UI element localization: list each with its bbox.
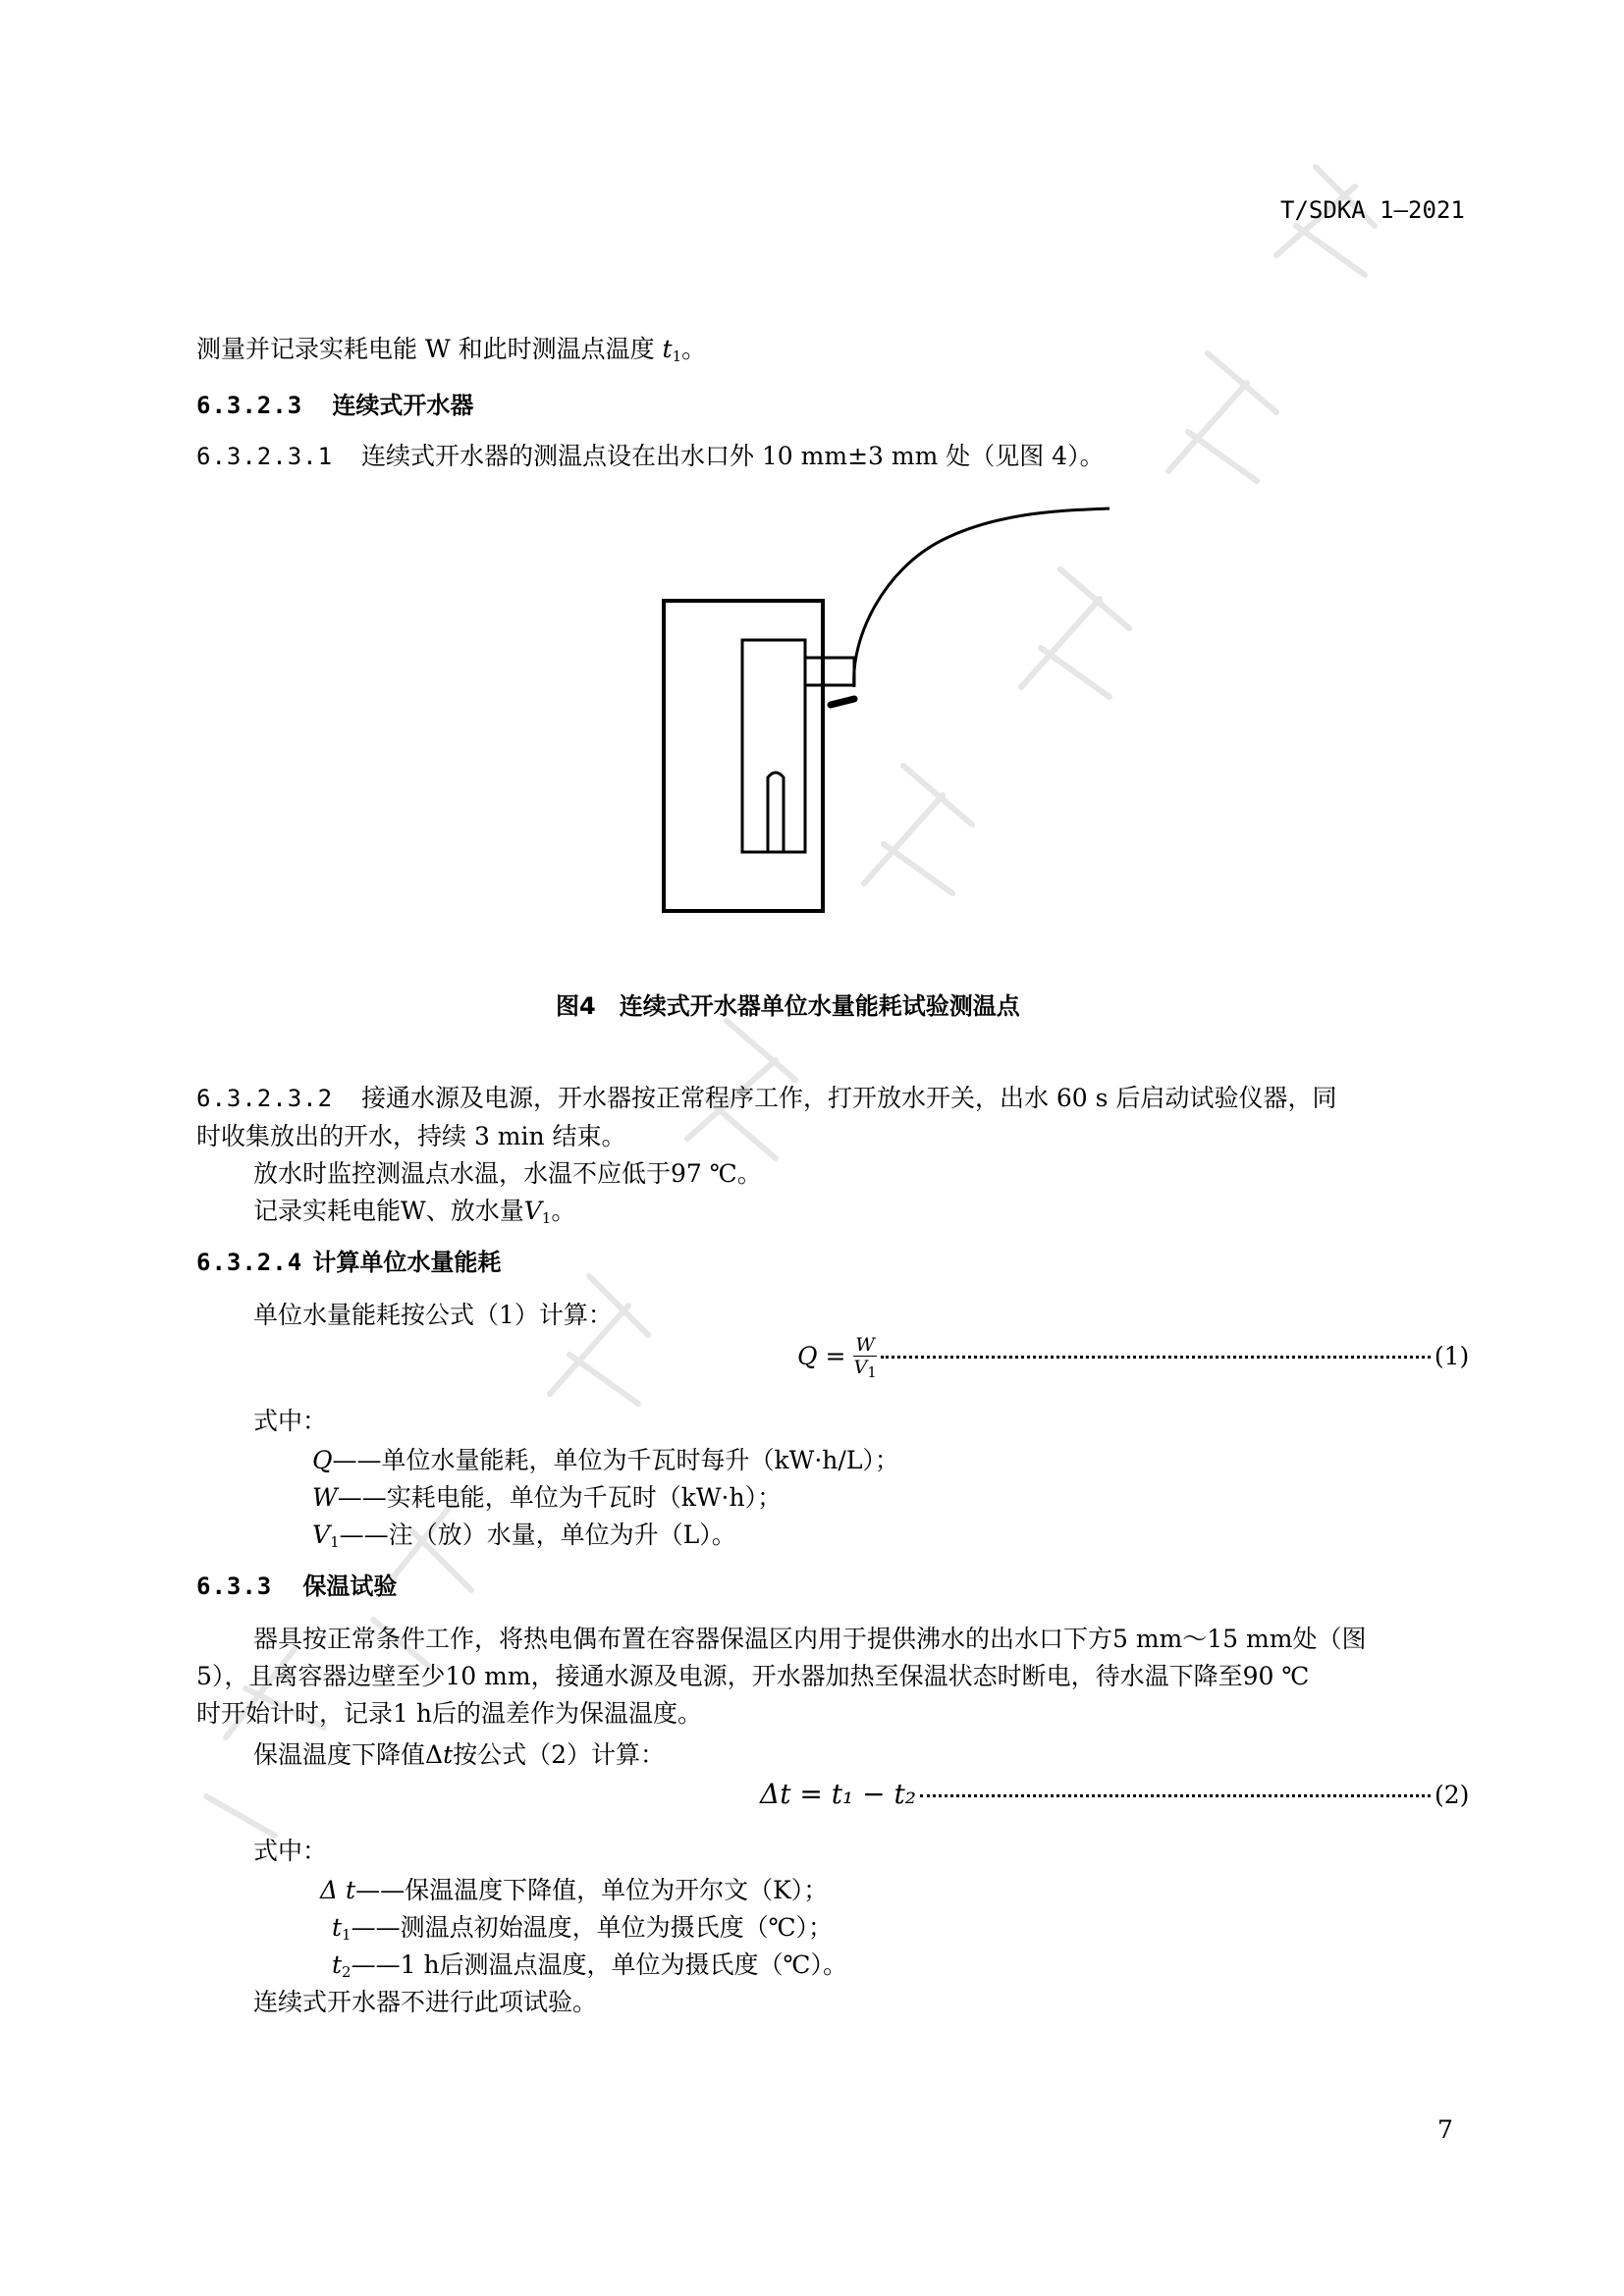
formula-1-leader (881, 1356, 1431, 1359)
record-line (196, 334, 706, 372)
no-test-note: 连续式开水器不进行此项试验。 (253, 1988, 598, 2016)
definition-q-text: ——单位水量能耗，单位为千瓦时每升（kW·h/L）； (332, 1446, 899, 1474)
section-number: 6.3.2.4 (196, 1249, 303, 1276)
clause-text: 接通水源及电源，开水器按正常程序工作，打开放水开关，出水 60 s 后启动试验仪器，同 (360, 1084, 1337, 1112)
clause-63232-line1 (196, 1083, 1336, 1114)
record-consumption-text (253, 1196, 575, 1234)
definition-v-var: V (312, 1521, 331, 1549)
page-number: 7 (1437, 2115, 1453, 2144)
drop-intro-b: 按公式（2）计算： (453, 1740, 666, 1769)
insulation-para-line2: 5），且离容器边壁至少10 mm，接通水源及电源，开水器加热至保温状态时断电，待水温下降至90 ℃ (196, 1662, 1310, 1690)
insulation-para-line1: 器具按正常条件工作，将热电偶布置在容器保温区内用于提供沸水的出水口下方5 mm～15 mm处（图 (253, 1625, 1367, 1653)
section-number: 6.3.2.3 (196, 392, 303, 419)
definition-v-sub: 1 (330, 1533, 340, 1551)
formula-1 (797, 1331, 1469, 1383)
definition-t2-sub: 2 (342, 1963, 352, 1981)
definition-t1 (332, 1912, 833, 1950)
section-633-heading (196, 1571, 397, 1602)
record-consumption-a: 记录实耗电能W、放水量 (253, 1197, 524, 1225)
document-code: T/SDKA 1—2021 (1280, 196, 1465, 224)
definition-dt (320, 1875, 828, 1906)
record-variable: t (662, 335, 673, 363)
clause-text: 连续式开水器的测温点设在出水口外 10 mm±3 mm 处（见图 4）。 (360, 442, 1105, 470)
formula-1-denominator: V (853, 1356, 868, 1378)
record-text: 测量并记录实耗电能 W 和此时测温点温度 (196, 335, 655, 363)
formula-1-lhs: Q = (797, 1342, 846, 1370)
monitor-text: 放水时监控测温点水温，水温不应低于97 ℃。 (253, 1159, 762, 1188)
definition-w (312, 1482, 782, 1514)
drop-intro (253, 1739, 665, 1771)
formula-2-expression: Δt = t₁ − t₂ (760, 1778, 916, 1810)
where-label-1: 式中： (253, 1407, 328, 1435)
drop-intro-a: 保温温度下降值Δ (253, 1740, 444, 1769)
insulation-para-line3: 时开始计时，记录1 h后的温差作为保温温度。 (196, 1699, 702, 1728)
definition-w-var: W (312, 1483, 338, 1512)
formula-1-den-sub: 1 (867, 1362, 877, 1381)
clause-number: 6.3.2.3.1 (196, 443, 334, 470)
record-subscript: 1 (672, 347, 682, 365)
drop-intro-var: t (443, 1740, 454, 1769)
definition-q (312, 1445, 899, 1476)
definition-t2-var: t (332, 1950, 343, 1979)
formula-1-numerator: W (855, 1333, 875, 1356)
definition-w-text: ——实耗电能，单位为千瓦时（kW·h）； (337, 1483, 783, 1512)
definition-q-var: Q (312, 1446, 333, 1474)
figure-caption: 图4 连续式开水器单位水量能耗试验测温点 (556, 992, 1020, 1020)
definition-dt-var: Δ t (320, 1876, 356, 1904)
clause-63231 (196, 441, 1105, 472)
figure-water-boiler-diagram (658, 491, 1129, 923)
definition-t2 (332, 1949, 847, 1988)
formula-1-fraction (853, 1334, 877, 1383)
where-label-2: 式中： (253, 1837, 328, 1865)
section-title: 连续式开水器 (332, 392, 474, 419)
definition-v (312, 1520, 736, 1558)
definition-t1-sub: 1 (342, 1926, 352, 1944)
record-consumption-sub: 1 (541, 1209, 552, 1227)
formula-2-leader (920, 1794, 1431, 1797)
clause-number: 6.3.2.3.2 (196, 1085, 334, 1112)
definition-t2-text: ——1 h后测温点温度，单位为摄氏度（℃）。 (351, 1950, 848, 1979)
clause-63232-line2: 时收集放出的开水，持续 3 min 结束。 (196, 1122, 626, 1150)
section-title: 保温试验 (302, 1573, 398, 1600)
formula-2 (760, 1779, 1469, 1811)
record-consumption-var: V (523, 1197, 542, 1225)
section-6324-heading (196, 1247, 501, 1278)
section-title: 计算单位水量能耗 (312, 1249, 502, 1276)
definition-dt-text: ——保温温度下降值，单位为开尔文（K）； (355, 1876, 829, 1904)
definition-t1-text: ——测温点初始温度，单位为摄氏度（℃）； (351, 1913, 834, 1942)
definition-v-text: ——注（放）水量，单位为升（L）。 (339, 1521, 736, 1549)
section-number: 6.3.3 (196, 1573, 273, 1600)
record-end: 。 (681, 335, 707, 363)
definition-t1-var: t (332, 1913, 343, 1942)
formula-2-number: (2) (1434, 1781, 1470, 1809)
record-consumption-end: 。 (551, 1197, 576, 1225)
calc-intro: 单位水量能耗按公式（1）计算： (253, 1301, 613, 1329)
section-6323-heading (196, 390, 473, 421)
formula-1-number: (1) (1434, 1342, 1470, 1370)
